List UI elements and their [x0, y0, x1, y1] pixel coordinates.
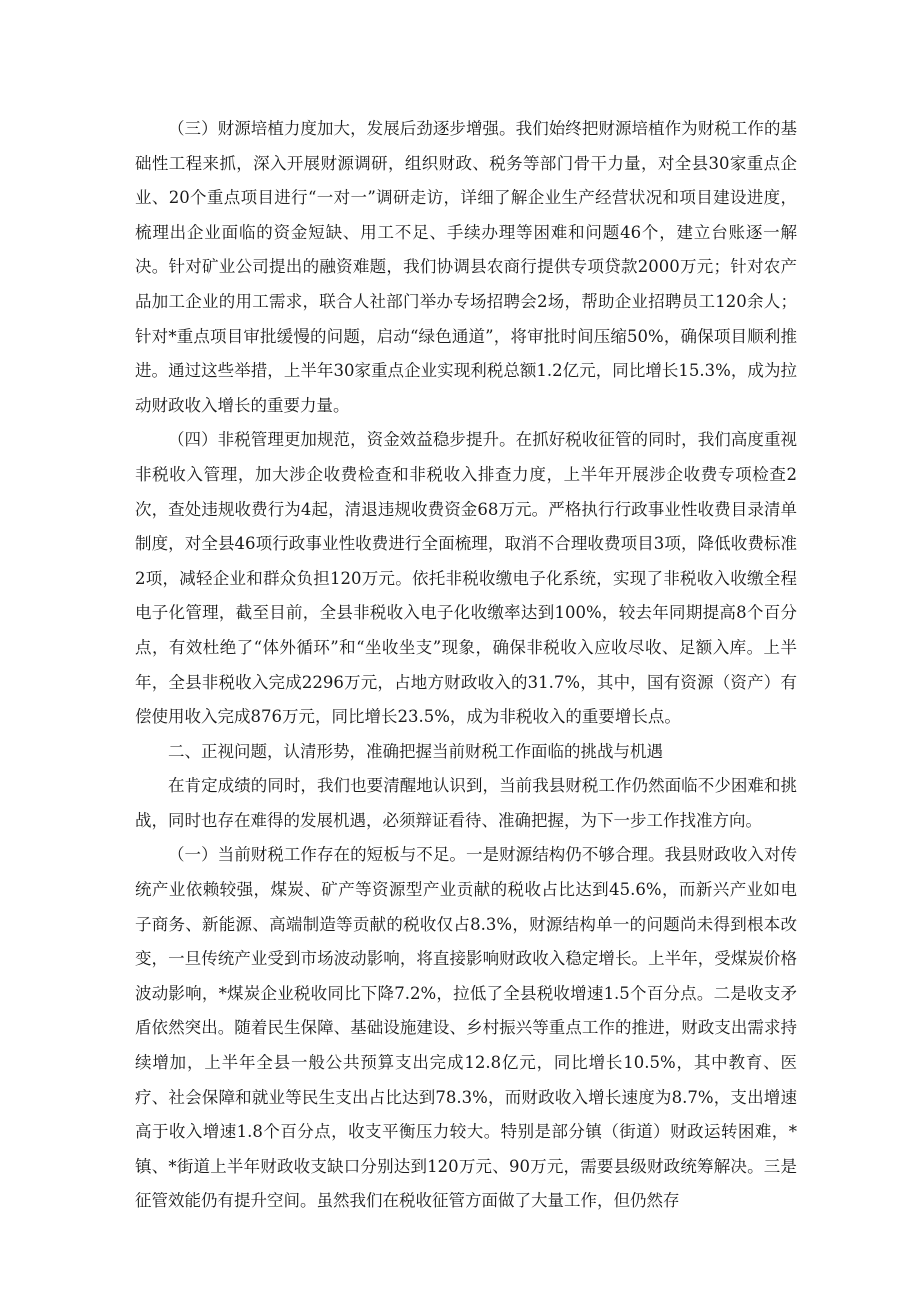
- paragraph-fiscal-source-cultivation: （三）财源培植力度加大，发展后劲逐步增强。我们始终把财源培植作为财税工作的基础性工程来抓，深入开展财源调研，组织财政、税务等部门骨干力量，对全县30家重点企业、20个重点项目进行“一对一”调研走访，详细了解企业生产经营状况和项目建设进度，梳理出企业面临的资金短缺、用工不足、手续办理等困难和问题46个，建立台账逐一解决。针对矿业公司提出的融资难题，我们协调县农商行提供专项贷款2000万元；针对农产品加工企业的用工需求，联合人社部门举办专场招聘会2场，帮助企业招聘员工120余人；针对*重点项目审批缓慢的问题，启动“绿色通道”，将审批时间压缩50%，确保项目顺利推进。通过这些举措，上半年30家重点企业实现利税总额1.2亿元，同比增长15.3%，成为拉动财政收入增长的重要力量。: [135, 119, 797, 415]
- paragraph-situation-intro: 在肯定成绩的同时，我们也要清醒地认识到，当前我县财税工作仍然面临不少困难和挑战，同时也存在难得的发展机遇，必须辩证看待、准确把握，为下一步工作找准方向。: [135, 776, 797, 830]
- section-heading-challenges: 二、正视问题，认清形势，准确把握当前财税工作面临的挑战与机遇: [168, 741, 663, 761]
- document-body: [135, 112, 797, 1219]
- paragraph-non-tax-management: （四）非税管理更加规范，资金效益稳步提升。在抓好税收征管的同时，我们高度重视非税收入管理，加大涉企收费检查和非税收入排查力度，上半年开展涉企收费专项检查2次，查处违规收费行为4起，清退违规收费资金68万元。严格执行行政事业性收费目录清单制度，对全县46项行政事业性收费进行全面梳理，取消不合理收费项目3项，降低收费标准2项，减轻企业和群众负担120万元。依托非税收缴电子化系统，实现了非税收入收缴全程电子化管理，截至目前，全县非税收入电子化收缴率达到100%，较去年同期提高8个百分点，有效杜绝了“体外循环”和“坐收坐支”现象，确保非税收入应收尽收、足额入库。上半年，全县非税收入完成2296万元，占地方财政收入的31.7%，其中，国有资源（资产）有偿使用收入完成876万元，同比增长23.5%，成为非税收入的重要增长点。: [135, 430, 797, 727]
- paragraph-shortcomings: （一）当前财税工作存在的短板与不足。一是财源结构仍不够合理。我县财政收入对传统产业依赖较强，煤炭、矿产等资源型产业贡献的税收占比达到45.6%，而新兴产业如电子商务、新能源、高端制造等贡献的税收仅占8.3%，财源结构单一的问题尚未得到根本改变，一旦传统产业受到市场波动影响，将直接影响财政收入稳定增长。上半年，受煤炭价格波动影响，*煤炭企业税收同比下降7.2%，拉低了全县税收增速1.5个百分点。二是收支矛盾依然突出。随着民生保障、基础设施建设、乡村振兴等重点工作的推进，财政支出需求持续增加，上半年全县一般公共预算支出完成12.8亿元，同比增长10.5%，其中教育、医疗、社会保障和就业等民生支出占比达到78.3%，而财政收入增长速度为8.7%，支出增速高于收入增速1.8个百分点，收支平衡压力较大。特别是部分镇（街道）财政运转困难，*镇、*街道上半年财政收支缺口分别达到120万元、90万元，需要县级财政统筹解决。三是征管效能仍有提升空间。虽然我们在税收征管方面做了大量工作，但仍然存: [135, 845, 797, 1211]
